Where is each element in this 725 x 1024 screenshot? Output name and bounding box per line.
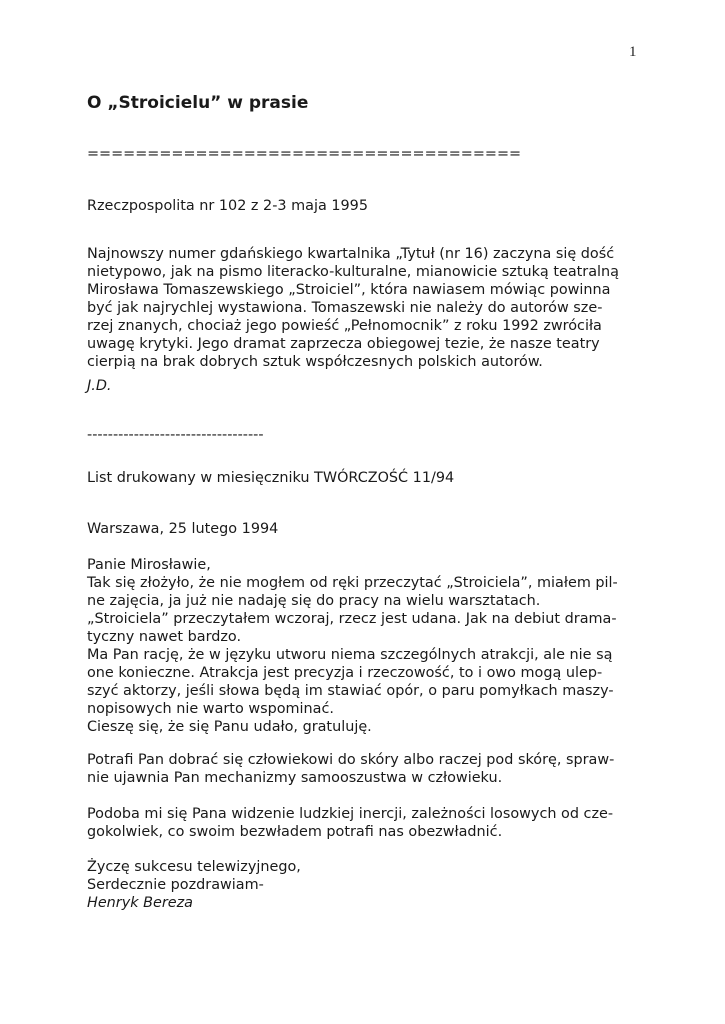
letter-paragraph-2 — [87, 751, 647, 787]
page-number: 1 — [629, 44, 637, 60]
article1-line: cierpią na brak dobrych sztuk współczesnych polskich autorów. — [87, 354, 543, 370]
letter-line: one konieczne. Atrakcja jest precyzja i rzeczowość, to i owo mogą ulep- — [87, 665, 603, 681]
letter-closing — [87, 858, 647, 912]
letter-line: Potrafi Pan dobrać się człowiekowi do skóry albo raczej pod skórę, spraw- — [87, 752, 615, 768]
article1-source: Rzeczpospolita nr 102 z 2-3 maja 1995 — [87, 198, 368, 214]
letter-line: Serdecznie pozdrawiam- — [87, 877, 264, 893]
article1-line: uwagę krytyki. Jego dramat zaprzecza obiegowej tezie, że nasze teatry — [87, 336, 600, 352]
letter-line: Tak się złożyło, że nie mogłem od ręki przeczytać „Stroiciela”, miałem pil- — [87, 575, 618, 591]
separator-top: ==================================== — [87, 146, 522, 162]
article1-line: nietypowo, jak na pismo literacko-kulturalne, mianowicie sztuką teatralną — [87, 264, 619, 280]
letter-place-date: Warszawa, 25 lutego 1994 — [87, 521, 279, 537]
letter-paragraph-3 — [87, 805, 647, 841]
letter-line: Życzę sukcesu telewizyjnego, — [87, 859, 301, 875]
letter-line: Ma Pan rację, że w języku utworu niema szczególnych atrakcji, ale nie są — [87, 647, 613, 663]
letter-line: tyczny nawet bardzo. — [87, 629, 242, 645]
article1-line: rzej znanych, chociaż jego powieść „Pełnomocnik” z roku 1992 zwróciła — [87, 318, 602, 334]
letter-line: Podoba mi się Pana widzenie ludzkiej inercji, zależności losowych od cze- — [87, 806, 614, 822]
letter-line: nie ujawnia Pan mechanizmy samooszustwa w człowieku. — [87, 770, 503, 786]
article1-line: być jak najrychlej wystawiona. Tomaszewski nie należy do autorów sze- — [87, 300, 603, 316]
page-title: O „Stroicielu” w prasie — [87, 93, 309, 113]
letter-line: Cieszę się, że się Panu udało, gratuluję. — [87, 719, 372, 735]
article2-source: List drukowany w miesięczniku TWÓRCZOŚĆ 11/94 — [87, 470, 455, 486]
article1-body — [87, 245, 647, 371]
letter-line: szyć aktorzy, jeśli słowa będą im stawiać opór, o paru pomyłkach maszy- — [87, 683, 614, 699]
letter-line: Panie Mirosławie, — [87, 557, 211, 573]
separator-mid: ---------------------------------- — [87, 427, 264, 443]
article1-line: Najnowszy numer gdańskiego kwartalnika „Tytuł (nr 16) zaczyna się dość — [87, 246, 615, 262]
letter-line: nopisowych nie warto wspominać. — [87, 701, 334, 717]
article1-line: Mirosława Tomaszewskiego „Stroiciel”, która nawiasem mówiąc powinna — [87, 282, 611, 298]
letter-signature: Henryk Bereza — [87, 895, 194, 911]
letter-paragraph-1 — [87, 556, 647, 736]
article1-signature: J.D. — [87, 378, 112, 394]
letter-line: gokolwiek, co swoim bezwładem potrafi nas obezwładnić. — [87, 824, 503, 840]
letter-line: ne zajęcia, ja już nie nadaję się do pracy na wielu warsztatach. — [87, 593, 541, 609]
letter-line: „Stroiciela” przeczytałem wczoraj, rzecz jest udana. Jak na debiut drama- — [87, 611, 617, 627]
